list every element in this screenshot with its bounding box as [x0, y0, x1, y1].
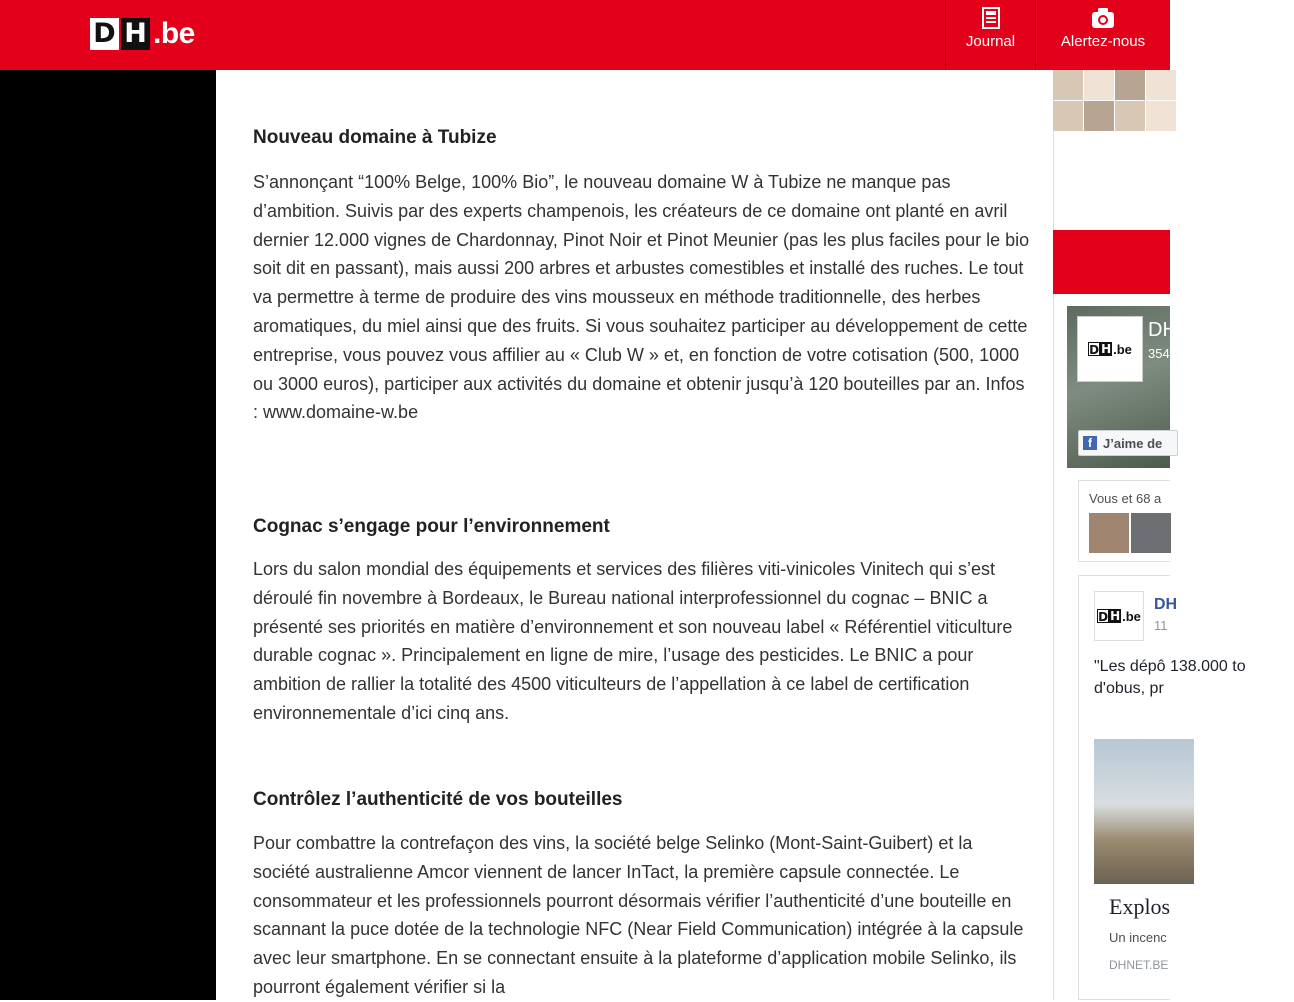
- top-bar: [0, 0, 1170, 70]
- post-author-name[interactable]: DH: [1154, 596, 1178, 613]
- facebook-page-name[interactable]: DH: [1148, 319, 1177, 341]
- post-logo-h: H: [1110, 609, 1121, 623]
- facebook-post: [1078, 575, 1246, 1000]
- section-heading: Cognac s’engage pour l’environnement: [253, 516, 610, 537]
- post-timestamp[interactable]: 11: [1154, 618, 1168, 633]
- photo-thumbnail[interactable]: [1084, 101, 1114, 131]
- photo-strip[interactable]: [1053, 70, 1170, 131]
- avatar-logo-h: H: [1101, 342, 1112, 356]
- photo-thumbnail[interactable]: [1146, 101, 1176, 131]
- camera-icon: [1091, 7, 1115, 29]
- facebook-follower-count: 354: [1148, 346, 1170, 361]
- friend-avatar[interactable]: [1089, 513, 1129, 553]
- newspaper-icon: [982, 7, 1000, 29]
- section-heading: Nouveau domaine à Tubize: [253, 127, 497, 148]
- friends-text: Vous et 68 a: [1089, 491, 1162, 506]
- alert-label: Alertez-nous: [1060, 33, 1146, 50]
- post-link-title[interactable]: Explos: [1109, 894, 1171, 919]
- journal-button[interactable]: [945, 0, 1035, 70]
- avatar-logo-ext: .be: [1113, 341, 1132, 357]
- logo-letter-h: H: [121, 18, 150, 50]
- post-link-domain: DHNET.BE: [1109, 958, 1169, 972]
- facebook-like-label: J’aime de: [1103, 435, 1163, 451]
- facebook-icon: f: [1083, 436, 1097, 450]
- column-divider: [1053, 70, 1054, 1000]
- post-logo-d: D: [1098, 610, 1109, 624]
- facebook-like-button[interactable]: [1078, 430, 1178, 456]
- post-link-image[interactable]: [1094, 739, 1194, 884]
- section-paragraph: S’annonçant “100% Belge, 100% Bio”, le nouveau domaine W à Tubize ne manque pas d’ambition. Suivis par des experts champenois, les créateurs de ce domaine ont planté en avril dernier 12.000 vignes de Chardonnay, Pinot Noir et Pinot Meunier (pas les plus faciles pour le bio soit dit en passant), mais aussi 200 arbres et arbustes comestibles et installé des ruches. Le tout va permettre à terme de produire des vins mousseux en méthode traditionnelle, des herbes aromatiques, du miel ainsi que des fruits. Si vous souhaitez participer au développement de cette entreprise, vous pouvez vous affilier au « Club W » et, en fonction de votre cotisation (500, 1000 ou 3000 euros), participer aux activités du domaine et obtenir jusqu’à 120 bouteilles par an. Infos : www.domaine-w.be: [253, 172, 1030, 423]
- section-paragraph: Pour combattre la contrefaçon des vins, la société belge Selinko (Mont-Saint-Guibert) et la société australienne Amcor viennent de lancer InTact, la première capsule connectée. Le consommateur et les professionnels pourront désormais vérifier l’authenticité d’une bouteille en scannant la puce dotée de la technologie NFC (Near Field Communication) intégrée à la capsule avec leur smartphone. En se connectant ensuite à la plateforme d’application mobile Selinko, ils pourront également vérifier si la: [253, 833, 1024, 997]
- section-heading: Contrôlez l’authenticité de vos bouteilles: [253, 789, 623, 810]
- site-logo[interactable]: [90, 16, 195, 52]
- sidebar-red-banner: [1053, 230, 1170, 294]
- photo-thumbnail[interactable]: [1115, 70, 1145, 100]
- logo-extension: .be: [153, 17, 195, 50]
- photo-thumbnail[interactable]: [1115, 101, 1145, 131]
- post-logo-ext: .be: [1122, 608, 1141, 624]
- post-link-description: Un incenc: [1109, 930, 1167, 945]
- photo-thumbnail[interactable]: [1146, 70, 1176, 100]
- post-author-avatar[interactable]: [1094, 591, 1144, 641]
- avatar-logo-d: D: [1089, 343, 1100, 357]
- photo-thumbnail[interactable]: [1084, 70, 1114, 100]
- section-paragraph: Lors du salon mondial des équipements et services des filières viti-vinicoles Vinitech qui s’est déroulé fin novembre à Bordeaux, le Bureau national interprofessionnel du cognac – BNIC a présenté ses priorités en matière d’environnement et son nouveau label « Référentiel viticulture durable cognac ». Principalement en ligne de mire, l’usage des pesticides. Le BNIC a pour ambition de rallier la totalité des 4500 viticulteurs de l’appellation à ce label de certification environnementale d’ici cinq ans.: [253, 559, 1013, 723]
- facebook-page-avatar[interactable]: [1077, 316, 1143, 382]
- friend-avatar[interactable]: [1131, 513, 1171, 553]
- logo-letter-d: D: [90, 18, 119, 50]
- photo-thumbnail[interactable]: [1053, 101, 1083, 131]
- facebook-page-plugin[interactable]: [1067, 306, 1177, 468]
- alert-button[interactable]: [1035, 0, 1170, 70]
- photo-thumbnail[interactable]: [1053, 70, 1083, 100]
- post-text: "Les dépô 138.000 to d'obus, pr: [1094, 658, 1246, 697]
- journal-label: Journal: [965, 33, 1016, 50]
- facebook-friends-box: [1078, 480, 1170, 562]
- left-black-column: [0, 70, 216, 1000]
